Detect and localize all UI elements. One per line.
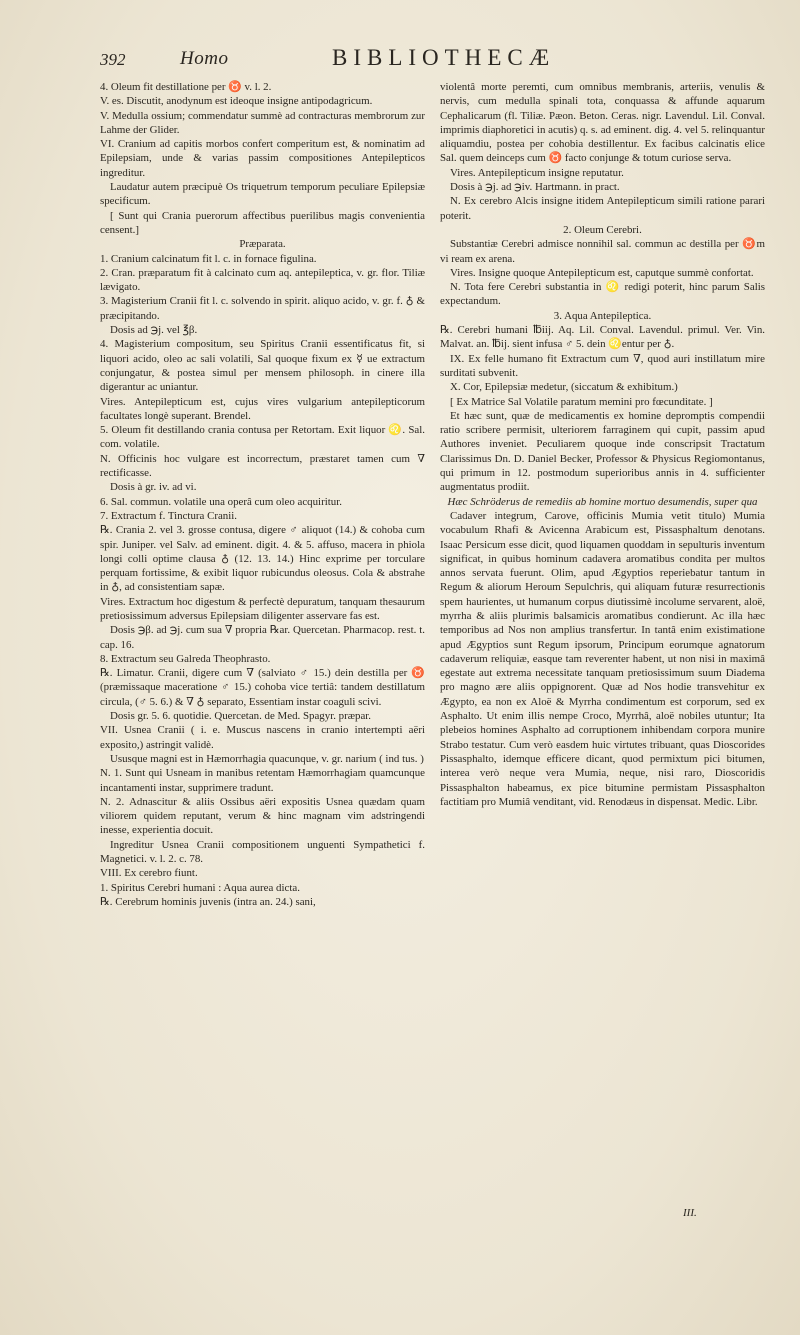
paragraph: 7. Extractum f. Tinctura Cranii. — [100, 509, 238, 522]
paragraph: VI. Cranium ad capitis morbos confert comperitum est, & nominatim ad Epilepsiam, unde & varias passim compositiones Antepilepticos ingreditur. — [100, 138, 425, 179]
paragraph: Substantiæ Cerebri admisce nonnihil sal. commun ac destilla per ♉m vi ream ex arena. — [440, 238, 765, 265]
paragraph: Hæc Schröderus de remediis ab homine mortuo desumendis, super qua — [447, 495, 758, 508]
paragraph: N. 1. Sunt qui Usneam in manibus retentam Hæmorrhagiam quamcunque incantamenti instar, supprimere tradunt. — [100, 767, 425, 794]
left-text-column — [100, 80, 425, 909]
paragraph: 8. Extractum seu Galreda Theophrasto. — [100, 652, 271, 665]
paragraph: 3. Aqua Antepileptica. — [553, 309, 652, 322]
paragraph: ℞. Crania 2. vel 3. grosse contusa, digere ♂ aliquot (14.) & cohoba cum spir. Juniper. vel Salv. ad eminent. digit. 4. & 5. affuso, macera in phiola longi colli optime clausa ♁ (12. 13. 14.) Hinc exprime per torculare perquam fortissime, & exibit liquor rubicundus oleosus. Cola & abstrahe in ♁, ad consistentiam sapæ. — [100, 524, 425, 594]
paragraph: N. 2. Adnascitur & aliis Ossibus aëri expositis Usnea quædam quam viliorem quidem reputant, verum & hinc magnam vim adstringendi inesse, experientia docuit. — [100, 795, 425, 837]
paragraph: Et hæc sunt, quæ de medicamentis ex homine depromptis compendii ratio scribere permisit, ulteriorem farraginem qui cupit, passim apud Authores inveniet. Peculiarem quoque inde conscripsit Tractatum Clarissimus Dn. D. Daniel Becker, Professor & Physicus Regiomontanus, qui primum in 12. postmodum superioribus annis in 4. sufficienter augmentatus prodiit. — [440, 409, 765, 494]
paragraph: X. Cor, Epilepsiæ medetur, (siccatum & exhibitum.) — [450, 381, 678, 394]
paragraph: 1. Cranium calcinatum fit l. c. in fornace figulina. — [100, 252, 317, 265]
paragraph: Vires. Insigne quoque Antepilepticum est, caputque summè confortat. — [450, 266, 754, 279]
paragraph: Vires. Extractum hoc digestum & perfectè depuratum, tanquam thesaurum pretiosissimum adversus Epilepsiam diligenter asservare fas est. — [100, 595, 425, 622]
paragraph: N. Officinis hoc vulgare est incorrectum, præstaret tamen cum ∇ rectificasse. — [100, 452, 425, 480]
paragraph: 4. Magisterium compositum, seu Spiritus Cranii essentificatus fit, si liquori acido, oleo ac sali volatili, Sal quoque fixum ex ☿ ue extractum conjungatur, & postea simul per mensem philosoph. in cinere illa digerantur ac uniantur. — [100, 338, 425, 394]
running-head-right: BIBLIOTHECÆ — [332, 45, 556, 70]
paragraph: Cadaver integrum, Carove, officinis Mumia vetit titulo) Mumia vocabulum Rhafi & Avicenna Arabicum est, Pissasphaltum denotans. Isaac Persicum esse dicit, quod liquamen quoddam in sepulturis inventum significat, in quibus hominum cadavera aromatibus condita per multos annos servata fuerunt. Olim, apud Ægyptios reperiebatur tantum in Regum & aliorum Heroum Sepulchris, qui aliquam futuræ resurrectionis spem haurientes, ut humanum corpus diutissimè incolume servarent, aloë, myrrha & aliis plurimis balsamicis aromatibus condierunt. Ac illa hæc temporibus ad Nos non amplius transfertur. In tantâ enim existimatione apud Ægyptios sunt Regum ipsorum, Principum eorumque agnatorum cadaverum reliquiæ, easque tam reverenter habent, ut non nisi in maximâ egestate aut extrema necessitate tanquam pretiosissimum suum Diadema pro magno ære aliis oppignorent. Quæ ad Nos hodie transvehitur ex Ægypto, ea non ex Aloë & Myrrha condimentum est corporum, sed ex Asphalto. Ut enim illis nempe Croco, Myrrhâ, aloë nobiles utuntur; Ita plebeios homines Asphalto ad corruptionem inhibendam corpora munire Strabo testatur. Cum verò easdem huic virtutes tribuant, quas Dioscorides Pissasphalto, idemque efficere dicant, quod permixtum pici bitumen, interea verò neque vera Mumia, neque, nisi raro, Dioscoridis Pissasphalton habeamus, ex pice bitumine permistam Pissasphalton factitiam pro Mumiâ venditant, vid. Renodæus in dispensat. Medic. Libr. — [440, 509, 765, 808]
running-head-left: Homo — [180, 48, 229, 69]
paragraph: 6. Sal. commun. volatile una operâ cum oleo acquiritur. — [100, 495, 342, 508]
paragraph: [ Ex Matrice Sal Volatile paratum memini pro fœcunditate. ] — [450, 395, 713, 408]
paragraph: VII. Usnea Cranii ( i. e. Muscus nascens in cranio intertempti aëri exposito,) astringit validè. — [100, 724, 425, 751]
paragraph: Præparata. — [239, 238, 286, 251]
right-text-column — [440, 80, 765, 809]
paragraph: V. es. Discutit, anodynum est ideoque insigne antipodagricum. — [100, 95, 373, 108]
paragraph: ℞. Cerebri humani ℔iij. Aq. Lil. Conval. Lavendul. primul. Ver. Vin. Malvat. an. ℔ij. sient infusa ♂ 5. dein ♌entur per ♁. — [440, 324, 765, 351]
paragraph: 1. Spiritus Cerebri humani : Aqua aurea dicta. — [100, 881, 300, 894]
paragraph: Dosis gr. 5. 6. quotidie. Quercetan. de Med. Spagyr. præpar. — [110, 710, 372, 723]
paragraph: [ Sunt qui Crania puerorum affectibus puerilibus magis convenientia censent.] — [100, 209, 425, 236]
paragraph: violentâ morte peremti, cum omnibus membranis, arteriis, venulis & nervis, cum medulla spinali tota, conquassa & affunde aquarum Cephalicarum (fl. Tiliæ. Pæon. Beton. Ceras. nigr. Lavendul. Lil. Conval. imprimis diaphoretici in acutis) q. s. ad eminent. dig. 4. vel 5. relinquantur aliquamdiu, postea per cohobia destillentur. Ex facibus calcinatis elice Sal. quem deinceps cum ♉ facto conjunge & totum curiose serva. — [440, 81, 765, 165]
paragraph: 4. Oleum fit destillatione per ♉ v. l. 2. — [100, 81, 272, 93]
paragraph: Ususque magni est in Hæmorrhagia quacunque, v. gr. narium ( ind tus. ) — [110, 752, 424, 765]
catchword: III. — [683, 1207, 697, 1219]
paragraph: Dosis ad ℈j. vel ℥β. — [110, 324, 198, 337]
paragraph: 3. Magisterium Cranii fit l. c. solvendo in spirit. aliquo acido, v. gr. f. ♁ & præcipitando. — [100, 295, 425, 322]
paragraph: ℞. Cerebrum hominis juvenis (intra an. 24.) sani, — [100, 895, 316, 908]
paragraph: IX. Ex felle humano fit Extractum cum ∇, quod auri instillatum mire surditati subvenit. — [440, 352, 765, 379]
paragraph: V. Medulla ossium; commendatur summè ad contracturas membrorum zur Lahme der Glider. — [100, 109, 425, 136]
paragraph: Ingreditur Usnea Cranii compositionem unguenti Sympathetici f. Magnetici. v. l. 2. c. 78. — [100, 838, 425, 866]
paragraph: Vires. Antepilepticum est, cujus vires vulgarium antepilepticorum facultates longè superant. Brendel. — [100, 395, 425, 422]
paragraph: N. Ex cerebro Alcis insigne itidem Antepilepticum simili ratione parari poterit. — [440, 195, 765, 222]
paragraph: 5. Oleum fit destillando crania contusa per Retortam. Exit liquor ♌. Sal. com. volatile. — [100, 424, 425, 451]
paragraph: N. Tota fere Cerebri substantia in ♌ redigi poterit, hinc parum Salis expectandum. — [440, 281, 765, 308]
page-number: 392 — [100, 50, 126, 69]
paragraph: Dosis ℈β. ad ℈j. cum sua ∇ propria ℞ar. Quercetan. Pharmacop. rest. t. cap. 16. — [100, 624, 425, 651]
paragraph: Vires. Antepilepticum insigne reputatur. — [450, 166, 624, 179]
paragraph: ℞. Limatur. Cranii, digere cum ∇ (salviato ♂ 15.) dein destilla per ♉ (præmissaque maceratione ♂ 15.) cohoba vice tertiâ: tandem destillatum circula, (♂ 5. 6.) & ∇ ♁ separato, Essentiam instar coaguli scivi. — [100, 667, 425, 708]
paragraph: Dosis à ℈j. ad ℈iv. Hartmann. in pract. — [450, 181, 620, 194]
paragraph: VIII. Ex cerebro fiunt. — [100, 867, 198, 880]
paragraph: 2. Cran. præparatum fit à calcinato cum aq. antepileptica, v. gr. flor. Tiliæ lævigato. — [100, 266, 425, 294]
paragraph: Dosis à gr. iv. ad vi. — [110, 481, 197, 494]
paragraph: Laudatur autem præcipuè Os triquetrum temporum peculiare Epilepsiæ specificum. — [100, 181, 425, 208]
paragraph: 2. Oleum Cerebri. — [563, 223, 642, 236]
page-header — [100, 40, 740, 74]
